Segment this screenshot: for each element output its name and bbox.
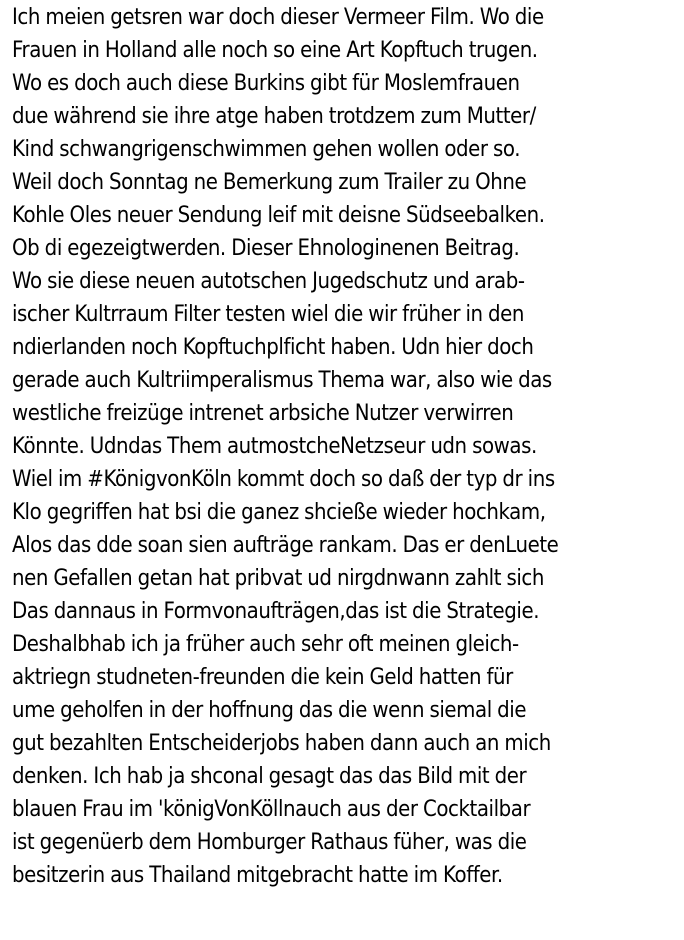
text-line: Wiel im #KönigvonKöln kommt doch so daß der typ dr ins bbox=[12, 466, 555, 492]
text-line: gerade auch Kultriimperalismus Thema war, also wie das bbox=[12, 367, 552, 393]
text-line: ist gegenüerb dem Homburger Rathaus füher, was die bbox=[12, 829, 527, 855]
text-line: Ich meien getsren war doch dieser Vermeer Film. Wo die bbox=[12, 4, 544, 30]
text-line: Alos das dde soan sien aufträge rankam. Das er denLuete bbox=[12, 532, 559, 558]
text-line: Das dannaus in Formvonaufträgen,das ist die Strategie. bbox=[12, 598, 540, 624]
text-line: aktriegn studneten-freunden die kein Geld hatten für bbox=[12, 664, 513, 690]
text-line: gut bezahlten Entscheiderjobs haben dann auch an mich bbox=[12, 730, 551, 756]
text-line: ndierlanden noch Kopftuchplficht haben. Udn hier doch bbox=[12, 334, 534, 360]
text-line: Wo es doch auch diese Burkins gibt für Moslemfrauen bbox=[12, 70, 520, 96]
text-line: besitzerin aus Thailand mitgebracht hatte im Koffer. bbox=[12, 862, 503, 888]
text-line: Wo sie diese neuen autotschen Jugedschutz und arab- bbox=[12, 268, 525, 294]
text-line: Frauen in Holland alle noch so eine Art Kopftuch trugen. bbox=[12, 37, 538, 63]
text-line: Klo gegriffen hat bsi die ganez shcieße wieder hochkam, bbox=[12, 499, 546, 525]
text-line: blauen Frau im 'königVonKöllnauch aus der Cocktailbar bbox=[12, 796, 531, 822]
text-line: Ob di egezeigtwerden. Dieser Ehnologinenen Beitrag. bbox=[12, 235, 520, 261]
text-line: Kind schwangrigenschwimmen gehen wollen oder so. bbox=[12, 136, 521, 162]
text-line: Weil doch Sonntag ne Bemerkung zum Trailer zu Ohne bbox=[12, 169, 527, 195]
text-line: westliche freizüge intrenet arbsiche Nutzer verwirren bbox=[12, 400, 514, 426]
text-line: nen Gefallen getan hat pribvat ud nirgdnwann zahlt sich bbox=[12, 565, 544, 591]
document-body bbox=[12, 1, 680, 892]
text-line: due während sie ihre atge haben trotdzem zum Mutter/ bbox=[12, 103, 536, 129]
text-line: ume geholfen in der hoffnung das die wenn siemal die bbox=[12, 697, 527, 723]
text-line: Kohle Oles neuer Sendung leif mit deisne Südseebalken. bbox=[12, 202, 545, 228]
text-line: ischer Kultrraum Filter testen wiel die wir früher in den bbox=[12, 301, 525, 327]
text-line: Könnte. Udndas Them autmostcheNetzseur udn sowas. bbox=[12, 433, 537, 459]
text-line: denken. Ich hab ja shconal gesagt das das Bild mit der bbox=[12, 763, 527, 789]
text-line: Deshalbhab ich ja früher auch sehr oft meinen gleich- bbox=[12, 631, 519, 657]
